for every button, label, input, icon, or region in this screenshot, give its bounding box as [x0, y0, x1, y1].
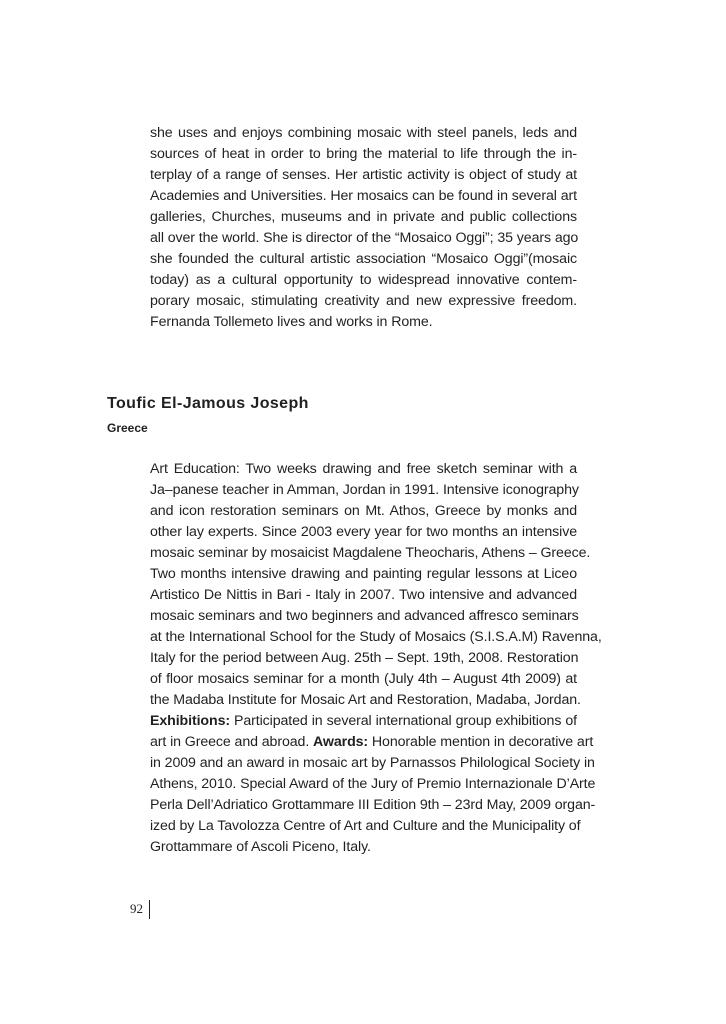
text-line: Italy for the period between Aug. 25th – Sept. 19th, 2008. Restoration: [150, 650, 579, 666]
text-line: all over the world. She is director of the “Mosaico Oggi”; 35 years ago: [150, 230, 579, 246]
artist-country: Greece: [107, 421, 148, 435]
text-line: the Madaba Institute for Mosaic Art and Restoration, Madaba, Jordan.: [150, 692, 581, 708]
text-line: at the International School for the Study of Mosaics (S.I.S.A.M) Ravenna,: [150, 629, 602, 645]
awards-text: Honorable mention in decorative art: [368, 734, 594, 750]
text-line: mosaic seminar by mosaicist Magdalene Theocharis, Athens – Greece.: [150, 545, 591, 561]
text-line: Grottammare of Ascoli Piceno, Italy.: [150, 839, 371, 855]
exhibitions-line: [150, 711, 577, 732]
artist-name-heading: Toufic El-Jamous Joseph: [107, 395, 309, 412]
text-line: Two months intensive drawing and painting regular lessons at Liceo: [150, 566, 577, 582]
text-line: today) as a cultural opportunity to widespread innovative contem-: [150, 272, 577, 288]
text-line: she uses and enjoys combining mosaic with steel panels, leds and: [150, 125, 577, 141]
page-number: 92: [130, 901, 143, 916]
artist-bio-paragraph: [150, 459, 602, 858]
text-line: she founded the cultural artistic association “Mosaico Oggi”(mosaic: [150, 251, 577, 267]
text-line: Perla Dell’Adriatico Grottammare III Edition 9th – 23rd May, 2009 organ-: [150, 797, 596, 813]
exhibitions-label: Exhibitions:: [150, 713, 230, 729]
text-line: Ja–panese teacher in Amman, Jordan in 1991. Intensive iconography: [150, 482, 579, 498]
text-line: galleries, Churches, museums and in private and public collections: [150, 209, 577, 225]
text-line: ized by La Tavolozza Centre of Art and Culture and the Municipality of: [150, 818, 581, 834]
text-line: Artistico De Nittis in Bari - Italy in 2007. Two intensive and advanced: [150, 587, 577, 603]
text-line: sources of heat in order to bring the material to life through the in-: [150, 146, 577, 162]
text-line: Fernanda Tollemeto lives and works in Rome.: [150, 314, 433, 330]
text-line: other lay experts. Since 2003 every year for two months an intensive: [150, 524, 577, 540]
text-line: Art Education: Two weeks drawing and free sketch seminar with a: [150, 461, 577, 477]
exhibitions-text: Participated in several international group exhibitions of: [229, 713, 577, 729]
awards-label: Awards:: [313, 734, 369, 750]
awards-line: [150, 732, 594, 753]
exhibitions-text-cont: art in Greece and abroad.: [150, 734, 314, 750]
text-line: mosaic seminars and two beginners and advanced affresco seminars: [150, 608, 579, 624]
page-number-divider: [149, 900, 150, 919]
text-line: Academies and Universities. Her mosaics can be found in several art: [150, 188, 577, 204]
previous-entry-paragraph: [150, 123, 577, 333]
text-line: in 2009 and an award in mosaic art by Parnassos Philological Society in: [150, 755, 595, 771]
text-line: and icon restoration seminars on Mt. Athos, Greece by monks and: [150, 503, 577, 519]
text-line: of floor mosaics seminar for a month (July 4th – August 4th 2009) at: [150, 671, 577, 687]
text-line: porary mosaic, stimulating creativity and new expressive freedom.: [150, 293, 577, 309]
text-line: Athens, 2010. Special Award of the Jury of Premio Internazionale D’Arte: [150, 776, 596, 792]
text-line: terplay of a range of senses. Her artistic activity is object of study at: [150, 167, 577, 183]
